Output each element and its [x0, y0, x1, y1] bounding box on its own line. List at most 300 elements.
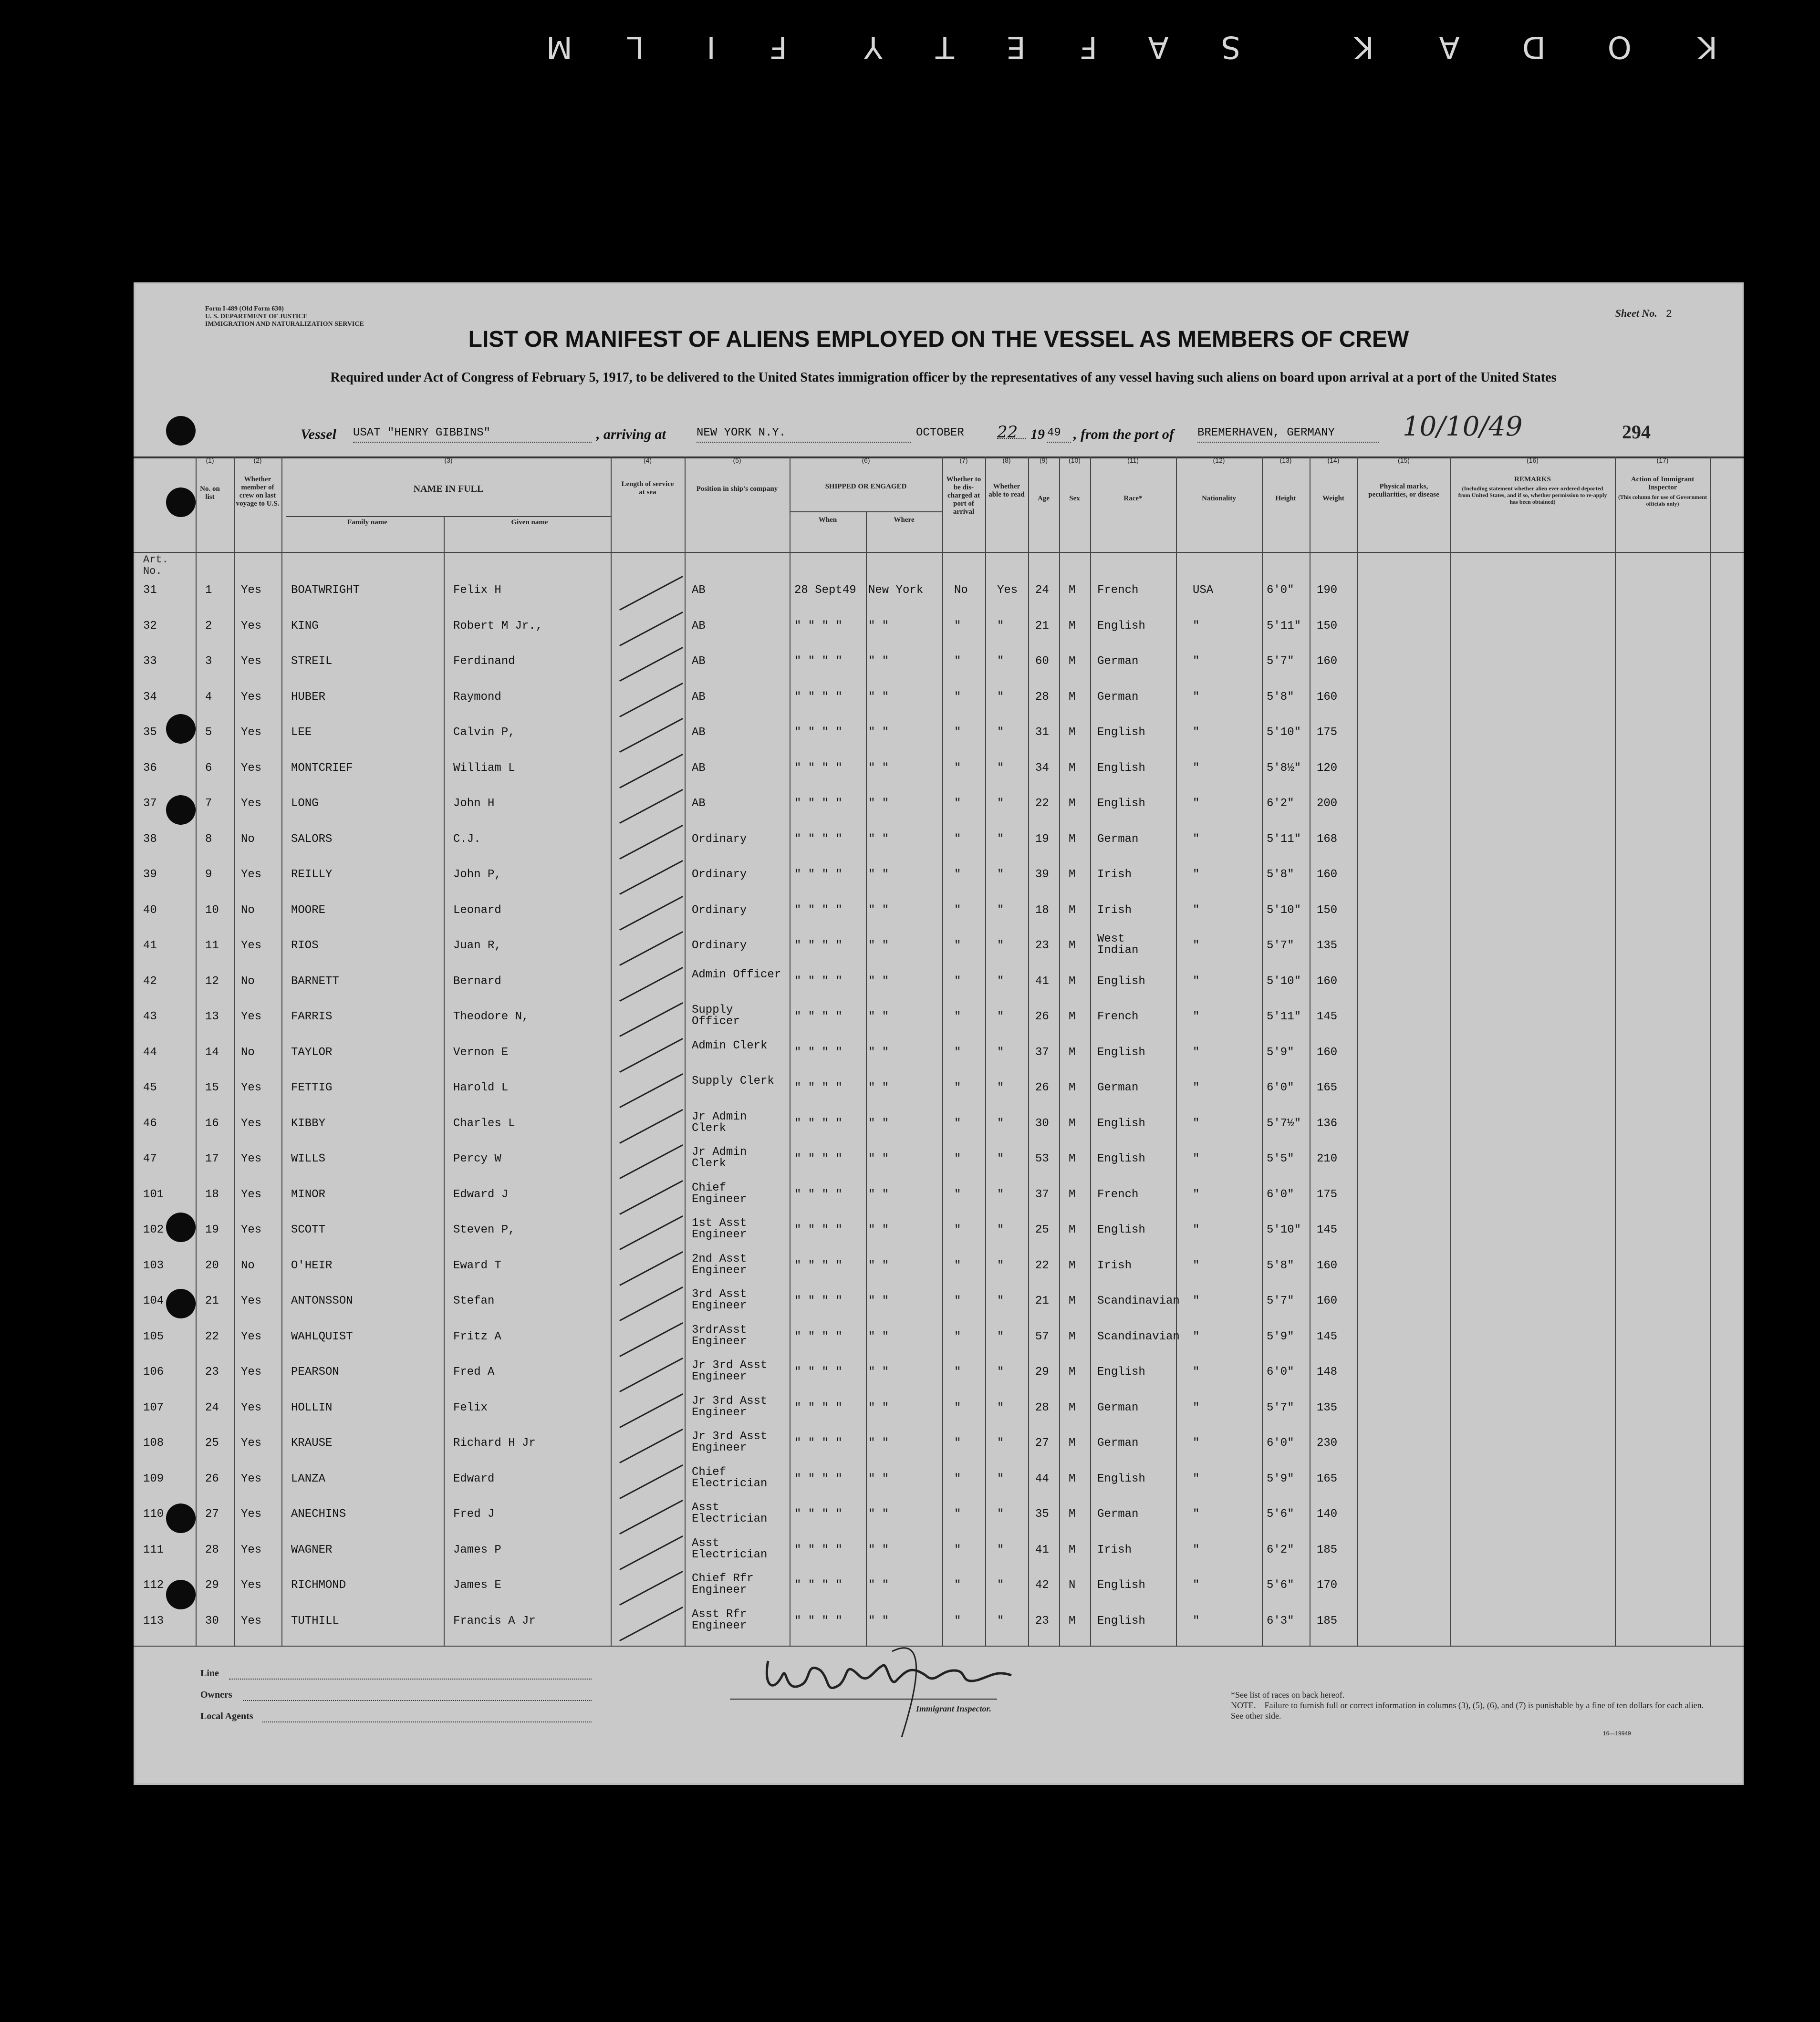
film-letter: L — [627, 29, 644, 64]
cell-weight: 160 — [1317, 1295, 1338, 1307]
cell-age: 53 — [1035, 1152, 1049, 1165]
cell-shipped-where: " " — [868, 761, 889, 775]
cell-art-no: 41 — [143, 939, 157, 952]
cell-race: English — [1097, 1046, 1145, 1059]
service-tick-mark — [619, 647, 683, 682]
cell-race: Irish — [1097, 903, 1132, 917]
cell-art-no: 107 — [143, 1401, 164, 1414]
cell-position: Admin Clerk — [692, 1039, 768, 1052]
cell-sex: N — [1069, 1579, 1076, 1592]
cell-age: 57 — [1035, 1330, 1049, 1343]
cell-height: 6'0" — [1267, 1188, 1294, 1201]
cell-shipped-when: " " " " — [794, 619, 842, 633]
cell-weight: 230 — [1317, 1437, 1338, 1450]
table-row — [134, 898, 1744, 933]
cell-weight: 200 — [1317, 797, 1338, 810]
cell-shipped-where: " " — [868, 1188, 889, 1201]
sheet-value: 2 — [1665, 308, 1672, 320]
cell-sex: M — [1069, 584, 1076, 597]
cell-height: 5'5" — [1267, 1152, 1294, 1165]
cell-weight: 145 — [1317, 1010, 1338, 1023]
cell-row-number: 9 — [205, 868, 212, 881]
service-tick-mark — [619, 1180, 683, 1214]
cell-member-last-voyage: Yes — [241, 1188, 262, 1201]
cell-row-number: 27 — [205, 1508, 219, 1521]
col-number: (13) — [1279, 456, 1292, 464]
cell-sex: M — [1069, 1437, 1076, 1450]
film-letter: M — [546, 29, 572, 64]
table-row — [134, 1005, 1744, 1039]
cell-age: 21 — [1035, 619, 1049, 633]
cell-row-number: 1 — [205, 584, 212, 597]
cell-age: 29 — [1035, 1366, 1049, 1379]
cell-nationality: " — [1193, 975, 1200, 988]
cell-discharged: " — [954, 1259, 961, 1272]
arrival-month: OCTOBER — [916, 426, 964, 439]
cell-family-name: KING — [291, 619, 319, 633]
service-tick-mark — [619, 1109, 683, 1143]
film-letter: E — [1006, 29, 1026, 64]
cell-art-no: 109 — [143, 1472, 164, 1485]
cell-height: 5'10" — [1267, 726, 1301, 739]
cell-weight: 136 — [1317, 1117, 1338, 1130]
cell-sex: M — [1069, 1117, 1076, 1130]
cell-member-last-voyage: Yes — [241, 619, 262, 633]
cell-position: Jr Admin Clerk — [692, 1110, 747, 1135]
cell-row-number: 16 — [205, 1117, 219, 1130]
service-tick-mark — [619, 860, 683, 895]
cell-weight: 160 — [1317, 868, 1338, 881]
cell-nationality: " — [1193, 1401, 1200, 1414]
cell-member-last-voyage: Yes — [241, 1295, 262, 1307]
cell-weight: 165 — [1317, 1472, 1338, 1485]
cell-discharged: " — [954, 1366, 961, 1379]
cell-row-number: 10 — [205, 903, 219, 917]
inspector-signature — [730, 1642, 1073, 1737]
cell-able-read: " — [997, 832, 1004, 846]
service-tick-mark — [619, 1073, 683, 1108]
cell-given-name: Richard H Jr — [453, 1437, 536, 1450]
cell-able-read: " — [997, 1330, 1004, 1343]
cell-able-read: " — [997, 1614, 1004, 1628]
cell-shipped-where: " " — [868, 1437, 889, 1450]
cell-given-name: John H — [453, 797, 495, 810]
cell-able-read: " — [997, 1117, 1004, 1130]
cell-shipped-when: " " " " — [794, 761, 842, 775]
col-discharged: Whether to be dis-charged at port of arrival — [946, 476, 981, 516]
cell-position: AB — [692, 619, 706, 633]
cell-age: 23 — [1035, 939, 1049, 952]
cell-position: Supply Clerk — [692, 1075, 774, 1088]
cell-nationality: " — [1193, 1224, 1200, 1236]
table-row — [134, 827, 1744, 861]
cell-position: AB — [692, 655, 706, 668]
cell-shipped-where: " " — [868, 1543, 889, 1556]
cell-weight: 185 — [1317, 1543, 1338, 1556]
cell-shipped-when: " " " " — [794, 1508, 842, 1521]
cell-family-name: FARRIS — [291, 1010, 333, 1023]
cell-discharged: " — [954, 1472, 961, 1485]
cell-age: 22 — [1035, 797, 1049, 810]
cell-member-last-voyage: Yes — [241, 1579, 262, 1592]
cell-position: AB — [692, 726, 706, 739]
cell-nationality: " — [1193, 903, 1200, 917]
cell-discharged: " — [954, 1401, 961, 1414]
cell-family-name: SALORS — [291, 832, 333, 846]
cell-position: Chief Engineer — [692, 1181, 747, 1206]
cell-family-name: ANTONSSON — [291, 1295, 353, 1307]
cell-row-number: 28 — [205, 1543, 219, 1556]
cell-age: 21 — [1035, 1295, 1049, 1307]
from-port: BREMERHAVEN, GERMANY — [1197, 426, 1379, 443]
cell-family-name: STREIL — [291, 655, 333, 668]
service-tick-mark — [619, 1286, 683, 1321]
arriving-label: , arriving at — [596, 426, 666, 442]
cell-sex: M — [1069, 1366, 1076, 1379]
cell-row-number: 5 — [205, 726, 212, 739]
cell-member-last-voyage: Yes — [241, 1366, 262, 1379]
cell-family-name: WILLS — [291, 1152, 326, 1165]
cell-weight: 145 — [1317, 1224, 1338, 1236]
cell-able-read: " — [997, 1437, 1004, 1450]
cell-height: 5'7" — [1267, 1401, 1294, 1414]
service-tick-mark — [619, 1464, 683, 1499]
cell-row-number: 19 — [205, 1224, 219, 1236]
col-nationality: Nationality — [1202, 495, 1236, 502]
cell-art-no: 34 — [143, 690, 157, 704]
cell-given-name: Felix — [453, 1401, 488, 1414]
film-edge-marking — [477, 10, 1717, 76]
col-number: (3) — [444, 456, 453, 464]
col-name-in-full: NAME IN FULL — [413, 484, 484, 494]
col-where: Where — [894, 516, 915, 524]
cell-family-name: HUBER — [291, 690, 326, 704]
cell-weight: 175 — [1317, 1188, 1338, 1201]
cell-shipped-where: New York — [868, 584, 924, 597]
cell-able-read: " — [997, 939, 1004, 952]
cell-nationality: " — [1193, 1152, 1200, 1165]
film-letter: A — [1439, 29, 1460, 64]
cell-family-name: MINOR — [291, 1188, 326, 1201]
cell-race: French — [1097, 584, 1139, 597]
table-row — [134, 1325, 1744, 1359]
cell-able-read: Yes — [997, 584, 1018, 597]
cell-member-last-voyage: Yes — [241, 584, 262, 597]
cell-member-last-voyage: Yes — [241, 868, 262, 881]
cell-position: Jr 3rd Asst Engineer — [692, 1430, 768, 1454]
cell-position: AB — [692, 584, 706, 597]
cell-shipped-where: " " — [868, 797, 889, 810]
punch-hole — [166, 416, 196, 446]
cell-shipped-when: " " " " — [794, 1437, 842, 1450]
cell-given-name: Steven P, — [453, 1224, 515, 1236]
col-number: (17) — [1656, 456, 1669, 464]
cell-given-name: Edward J — [453, 1188, 509, 1201]
cell-nationality: " — [1193, 797, 1200, 810]
cell-art-no: 31 — [143, 584, 157, 597]
cell-age: 42 — [1035, 1579, 1049, 1592]
cell-age: 22 — [1035, 1259, 1049, 1272]
cell-age: 23 — [1035, 1614, 1049, 1628]
cell-age: 37 — [1035, 1046, 1049, 1059]
cell-position: 1st Asst Engineer — [692, 1217, 747, 1241]
cell-family-name: TAYLOR — [291, 1046, 333, 1059]
cell-weight: 135 — [1317, 939, 1338, 952]
cell-race: German — [1097, 1508, 1139, 1521]
document-title: LIST OR MANIFEST OF ALIENS EMPLOYED ON THE VESSEL AS MEMBERS OF CREW — [468, 327, 1409, 352]
cell-discharged: " — [954, 690, 961, 704]
cell-member-last-voyage: No — [241, 1046, 255, 1059]
film-letter: K — [1697, 29, 1717, 64]
cell-shipped-when: " " " " — [794, 1330, 842, 1343]
cell-given-name: Stefan — [453, 1295, 495, 1307]
cell-nationality: " — [1193, 761, 1200, 775]
cell-nationality: " — [1193, 832, 1200, 846]
service-tick-mark — [619, 1037, 683, 1072]
cell-row-number: 11 — [205, 939, 219, 952]
service-tick-mark — [619, 576, 683, 611]
cell-weight: 160 — [1317, 1259, 1338, 1272]
cell-shipped-where: " " — [868, 1259, 889, 1272]
cell-height: 5'8" — [1267, 690, 1294, 704]
cell-shipped-when: " " " " — [794, 1081, 842, 1094]
cell-shipped-when: " " " " — [794, 726, 842, 739]
cell-shipped-where: " " — [868, 868, 889, 881]
cell-race: German — [1097, 690, 1139, 704]
cell-age: 25 — [1035, 1224, 1049, 1236]
cell-row-number: 20 — [205, 1259, 219, 1272]
cell-shipped-when: " " " " — [794, 690, 842, 704]
col-position: Position in ship's company — [696, 485, 778, 493]
cell-weight: 190 — [1317, 584, 1338, 597]
cell-given-name: Francis A Jr — [453, 1614, 536, 1628]
cell-race: German — [1097, 832, 1139, 846]
cell-family-name: TUTHILL — [291, 1614, 339, 1628]
table-row — [134, 1254, 1744, 1288]
cell-art-no: 36 — [143, 761, 157, 775]
cell-age: 30 — [1035, 1117, 1049, 1130]
cell-weight: 170 — [1317, 1579, 1338, 1592]
cell-position: Asst Electrician — [692, 1501, 768, 1525]
cell-shipped-where: " " — [868, 1152, 889, 1165]
handwritten-date: 10/10/49 — [1403, 411, 1523, 442]
cell-weight: 150 — [1317, 903, 1338, 917]
table-row — [134, 791, 1744, 826]
cell-given-name: Theodore N, — [453, 1010, 529, 1023]
cell-member-last-voyage: Yes — [241, 1437, 262, 1450]
cell-height: 5'9" — [1267, 1472, 1294, 1485]
col-number: (14) — [1327, 456, 1340, 464]
cell-family-name: WAGNER — [291, 1543, 333, 1556]
cell-age: 44 — [1035, 1472, 1049, 1485]
cell-able-read: " — [997, 1188, 1004, 1201]
cell-position: AB — [692, 761, 706, 775]
cell-discharged: " — [954, 868, 961, 881]
cell-able-read: " — [997, 655, 1004, 668]
cell-member-last-voyage: Yes — [241, 1508, 262, 1521]
cell-race: French — [1097, 1188, 1139, 1201]
table-row — [134, 1467, 1744, 1501]
service-tick-mark — [619, 1393, 683, 1428]
cell-position: 2nd Asst Engineer — [692, 1252, 747, 1277]
col-remarks: REMARKS — [1514, 476, 1551, 483]
cell-sex: M — [1069, 939, 1076, 952]
footer-agents-label: Local Agents — [200, 1711, 253, 1721]
col-number: (9) — [1039, 456, 1048, 464]
cell-art-no: 44 — [143, 1046, 157, 1059]
service-tick-mark — [619, 824, 683, 859]
cell-race: English — [1097, 797, 1145, 810]
cell-sex: M — [1069, 1046, 1076, 1059]
table-row — [134, 969, 1744, 1004]
cell-nationality: " — [1193, 619, 1200, 633]
cell-nationality: " — [1193, 1330, 1200, 1343]
cell-race: West Indian — [1097, 933, 1139, 957]
cell-able-read: " — [997, 1295, 1004, 1307]
cell-weight: 140 — [1317, 1508, 1338, 1521]
col-number: (8) — [1002, 456, 1011, 464]
col-age: Age — [1038, 495, 1050, 502]
cell-able-read: " — [997, 619, 1004, 633]
service-tick-mark — [619, 682, 683, 717]
film-letter: T — [935, 29, 954, 64]
cell-nationality: " — [1193, 655, 1200, 668]
cell-race: English — [1097, 726, 1145, 739]
cell-race: English — [1097, 761, 1145, 775]
cell-art-no: 37 — [143, 797, 157, 810]
cell-height: 5'6" — [1267, 1508, 1294, 1521]
col-physical-marks: Physical marks, peculiarities, or disease — [1368, 483, 1439, 498]
col-number: (10) — [1069, 456, 1081, 464]
cell-shipped-where: " " — [868, 726, 889, 739]
cell-able-read: " — [997, 1401, 1004, 1414]
cell-art-no: 33 — [143, 655, 157, 668]
cell-height: 6'2" — [1267, 1543, 1294, 1556]
cell-row-number: 4 — [205, 690, 212, 704]
cell-art-no: 108 — [143, 1437, 164, 1450]
col-family-name: Family name — [347, 518, 387, 526]
cell-member-last-voyage: Yes — [241, 1081, 262, 1094]
service-tick-mark — [619, 895, 683, 930]
cell-shipped-where: " " — [868, 1295, 889, 1307]
footer-owners-field — [243, 1699, 592, 1701]
col-height: Height — [1275, 495, 1296, 502]
table-row — [134, 862, 1744, 897]
cell-row-number: 25 — [205, 1437, 219, 1450]
col-action: Action of Immigrant Inspector — [1631, 476, 1695, 491]
cell-discharged: " — [954, 1224, 961, 1236]
cell-member-last-voyage: Yes — [241, 1330, 262, 1343]
cell-discharged: " — [954, 1010, 961, 1023]
cell-height: 6'0" — [1267, 1081, 1294, 1094]
service-tick-mark — [619, 718, 683, 753]
cell-shipped-where: " " — [868, 1366, 889, 1379]
col-able-read: Whether able to read — [988, 483, 1025, 498]
cell-position: 3rd Asst Engineer — [692, 1288, 747, 1312]
cell-art-no: 39 — [143, 868, 157, 881]
vessel-label: Vessel — [301, 426, 336, 442]
cell-able-read: " — [997, 903, 1004, 917]
cell-shipped-where: " " — [868, 903, 889, 917]
cell-age: 26 — [1035, 1010, 1049, 1023]
cell-discharged: " — [954, 1330, 961, 1343]
cell-art-no: 105 — [143, 1330, 164, 1343]
cell-nationality: " — [1193, 1579, 1200, 1592]
cell-family-name: PEARSON — [291, 1366, 339, 1379]
cell-nationality: " — [1193, 1472, 1200, 1485]
cell-shipped-when: " " " " — [794, 1046, 842, 1059]
vessel-line — [301, 423, 1541, 446]
cell-race: German — [1097, 1401, 1139, 1414]
cell-family-name: FETTIG — [291, 1081, 333, 1094]
col-race: Race* — [1123, 495, 1143, 502]
cell-height: 6'0" — [1267, 1437, 1294, 1450]
table-row — [134, 1076, 1744, 1110]
cell-art-no: 103 — [143, 1259, 164, 1272]
cell-nationality: " — [1193, 1543, 1200, 1556]
cell-art-no: 38 — [143, 832, 157, 846]
cell-row-number: 15 — [205, 1081, 219, 1094]
cell-discharged: " — [954, 1152, 961, 1165]
cell-member-last-voyage: Yes — [241, 797, 262, 810]
cell-family-name: SCOTT — [291, 1224, 326, 1236]
cell-art-no: 112 — [143, 1579, 164, 1592]
cell-shipped-where: " " — [868, 1224, 889, 1236]
cell-given-name: James P — [453, 1543, 501, 1556]
cell-able-read: " — [997, 1010, 1004, 1023]
cell-discharged: " — [954, 655, 961, 668]
vessel-name: USAT "HENRY GIBBINS" — [353, 426, 592, 443]
form-id-line: U. S. DEPARTMENT OF JUSTICE — [205, 313, 308, 320]
cell-position: Asst Rfr Engineer — [692, 1607, 747, 1632]
cell-race: English — [1097, 1117, 1145, 1130]
cell-row-number: 6 — [205, 761, 212, 775]
film-letter: I — [707, 29, 716, 64]
cell-shipped-where: " " — [868, 975, 889, 988]
cell-able-read: " — [997, 690, 1004, 704]
cell-age: 41 — [1035, 975, 1049, 988]
cell-age: 26 — [1035, 1081, 1049, 1094]
cell-able-read: " — [997, 1259, 1004, 1272]
cell-weight: 135 — [1317, 1401, 1338, 1414]
footer-owners-label: Owners — [200, 1690, 232, 1700]
cell-nationality: " — [1193, 1508, 1200, 1521]
cell-sex: M — [1069, 868, 1076, 881]
cell-given-name: Robert M Jr., — [453, 619, 543, 633]
document-subtitle: Required under Act of Congress of February 5, 1917, to be delivered to the United States immigration officer by the representatives of any vessel having such aliens on board upon arrival at a port of the United States — [330, 370, 1557, 385]
cell-age: 41 — [1035, 1543, 1049, 1556]
year-prefix: 19 — [1030, 426, 1045, 442]
service-tick-mark — [619, 931, 683, 966]
cell-given-name: Fred J — [453, 1508, 495, 1521]
cell-height: 5'7" — [1267, 939, 1294, 952]
table-row — [134, 720, 1744, 755]
form-id-line: Form I-489 (Old Form 630) — [205, 305, 284, 312]
cell-weight: 168 — [1317, 832, 1338, 846]
cell-weight: 160 — [1317, 1046, 1338, 1059]
table-header — [134, 456, 1744, 577]
cell-height: 5'11" — [1267, 1010, 1301, 1023]
cell-discharged: " — [954, 761, 961, 775]
cell-sex: M — [1069, 1508, 1076, 1521]
cell-shipped-when: " " " " — [794, 1614, 842, 1628]
cell-nationality: " — [1193, 1010, 1200, 1023]
cell-age: 37 — [1035, 1188, 1049, 1201]
service-tick-mark — [619, 1571, 683, 1606]
cell-nationality: " — [1193, 1081, 1200, 1094]
cell-sex: M — [1069, 1152, 1076, 1165]
cell-weight: 160 — [1317, 690, 1338, 704]
